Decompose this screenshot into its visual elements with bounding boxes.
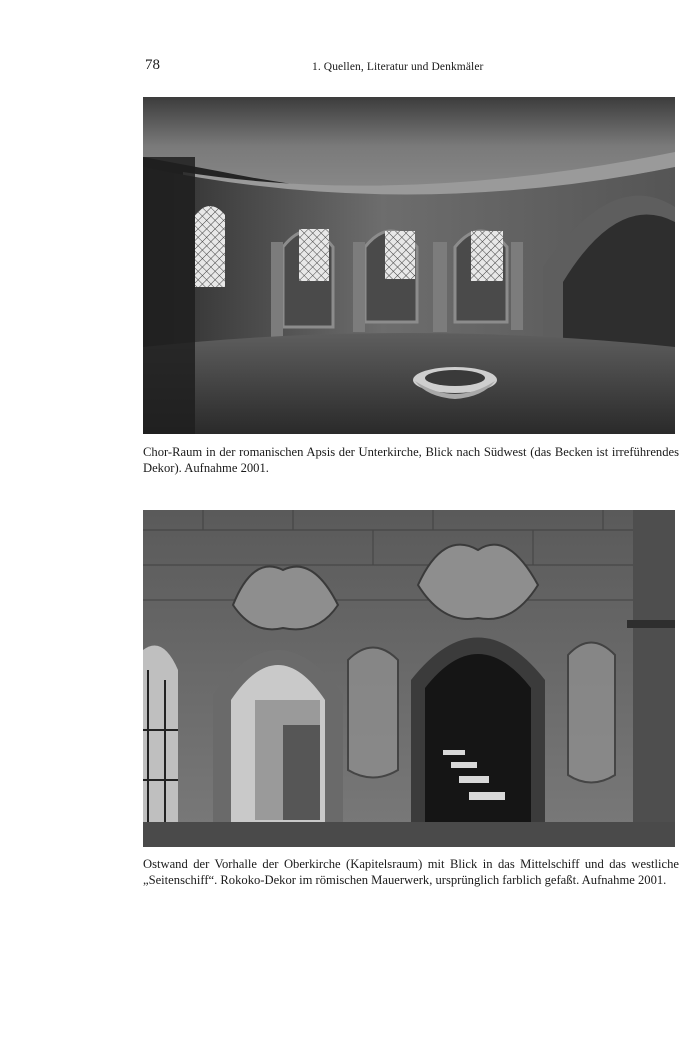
photo-apse-interior [143,97,675,434]
photo-east-wall [143,510,675,847]
page-number: 78 [145,57,160,73]
figure-caption: Chor-Raum in der romanischen Apsis der Unterkirche, Blick nach Südwest (das Becken ist irreführendes Dekor). Aufnahme 2001. [143,445,679,475]
figure-caption: Ostwand der Vorhalle der Oberkirche (Kapitelsraum) mit Blick in das Mittelschiff und das westliche „Seitenschiff“. Rokoko-Dekor im römischen Mauerwerk, ursprünglich farblich gefaßt. Aufnahme 2001. [143,857,679,887]
running-head: 1. Quellen, Literatur und Denkmäler [312,61,484,73]
